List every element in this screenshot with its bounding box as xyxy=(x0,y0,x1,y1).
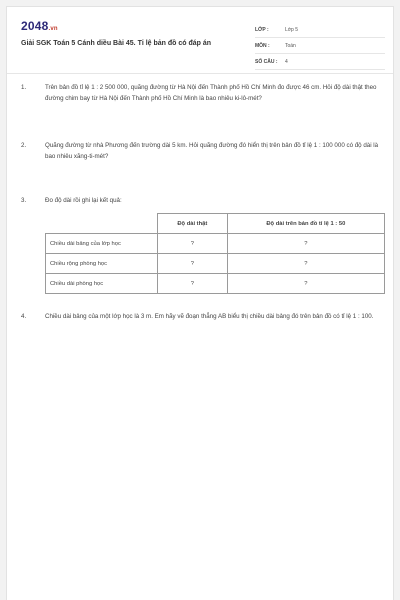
table-cell-map: ? xyxy=(227,254,384,274)
table-row-label: Chiều dài phòng học xyxy=(46,274,158,294)
meta-value: Toán xyxy=(285,42,296,49)
question-number: 3. xyxy=(21,197,27,204)
meta-value: 4 xyxy=(285,58,288,65)
meta-row-subject xyxy=(255,38,385,54)
meta-label: MÔN : xyxy=(255,42,270,49)
table-row-label: Chiều dài bảng của lớp học xyxy=(46,234,158,254)
question-number: 2. xyxy=(21,142,27,149)
table-header-row xyxy=(46,214,385,234)
question-3 xyxy=(21,196,383,207)
logo-tld-text: .vn xyxy=(48,26,58,32)
question-number: 1. xyxy=(21,84,27,91)
table-row xyxy=(46,234,385,254)
question-1 xyxy=(21,83,383,104)
logo-main-text: 2048 xyxy=(21,19,49,33)
question-2 xyxy=(21,141,383,162)
table-row xyxy=(46,254,385,274)
table-cell-real: ? xyxy=(158,234,228,254)
table-row-label: Chiều rộng phòng học xyxy=(46,254,158,274)
site-logo[interactable] xyxy=(21,19,58,33)
question-text: Chiều dài bảng của một lớp học là 3 m. Em hãy vẽ đoạn thẳng AB biểu thị chiều dài bảng đó trên bản đồ có tỉ lệ 1 : 100. xyxy=(45,313,374,320)
table-cell-map: ? xyxy=(227,274,384,294)
question-text: Đo độ dài rồi ghi lại kết quả: xyxy=(45,197,122,204)
question-text: Trên bản đồ tỉ lệ 1 : 2 500 000, quãng đường từ Hà Nội đến Thành phố Hồ Chí Minh đo được 46 cm. Hỏi độ dài thật theo đường chim bay từ Hà Nội đến Thành phố Hồ Chí Minh là bao nhiêu ki-lô-mét? xyxy=(45,84,377,102)
table-cell-real: ? xyxy=(158,274,228,294)
question-4 xyxy=(21,312,383,323)
question-text: Quãng đường từ nhà Phương đến trường dài 5 km. Hỏi quãng đường đó hiển thị trên bản đồ tỉ lệ 1 : 100 000 có độ dài là bao nhiêu xăng-ti-mét? xyxy=(45,142,379,160)
table-corner-cell xyxy=(46,214,158,234)
table-cell-map: ? xyxy=(227,234,384,254)
table-header-map: Độ dài trên bản đồ tỉ lệ 1 : 50 xyxy=(227,214,384,234)
table-cell-real: ? xyxy=(158,254,228,274)
meta-row-question-count xyxy=(255,54,385,70)
meta-label: SỐ CÂU : xyxy=(255,58,278,65)
table-row xyxy=(46,274,385,294)
meta-info xyxy=(255,22,385,70)
meta-value: Lớp 5 xyxy=(285,26,299,33)
meta-label: LỚP : xyxy=(255,26,269,33)
meta-row-grade xyxy=(255,22,385,38)
document-title: Giải SGK Toán 5 Cánh diều Bài 45. Tỉ lệ bản đồ có đáp án xyxy=(21,40,212,47)
measurement-table xyxy=(45,213,385,294)
header-divider xyxy=(7,73,393,74)
document-page xyxy=(6,6,394,600)
table-header-real: Độ dài thật xyxy=(158,214,228,234)
question-number: 4. xyxy=(21,313,27,320)
